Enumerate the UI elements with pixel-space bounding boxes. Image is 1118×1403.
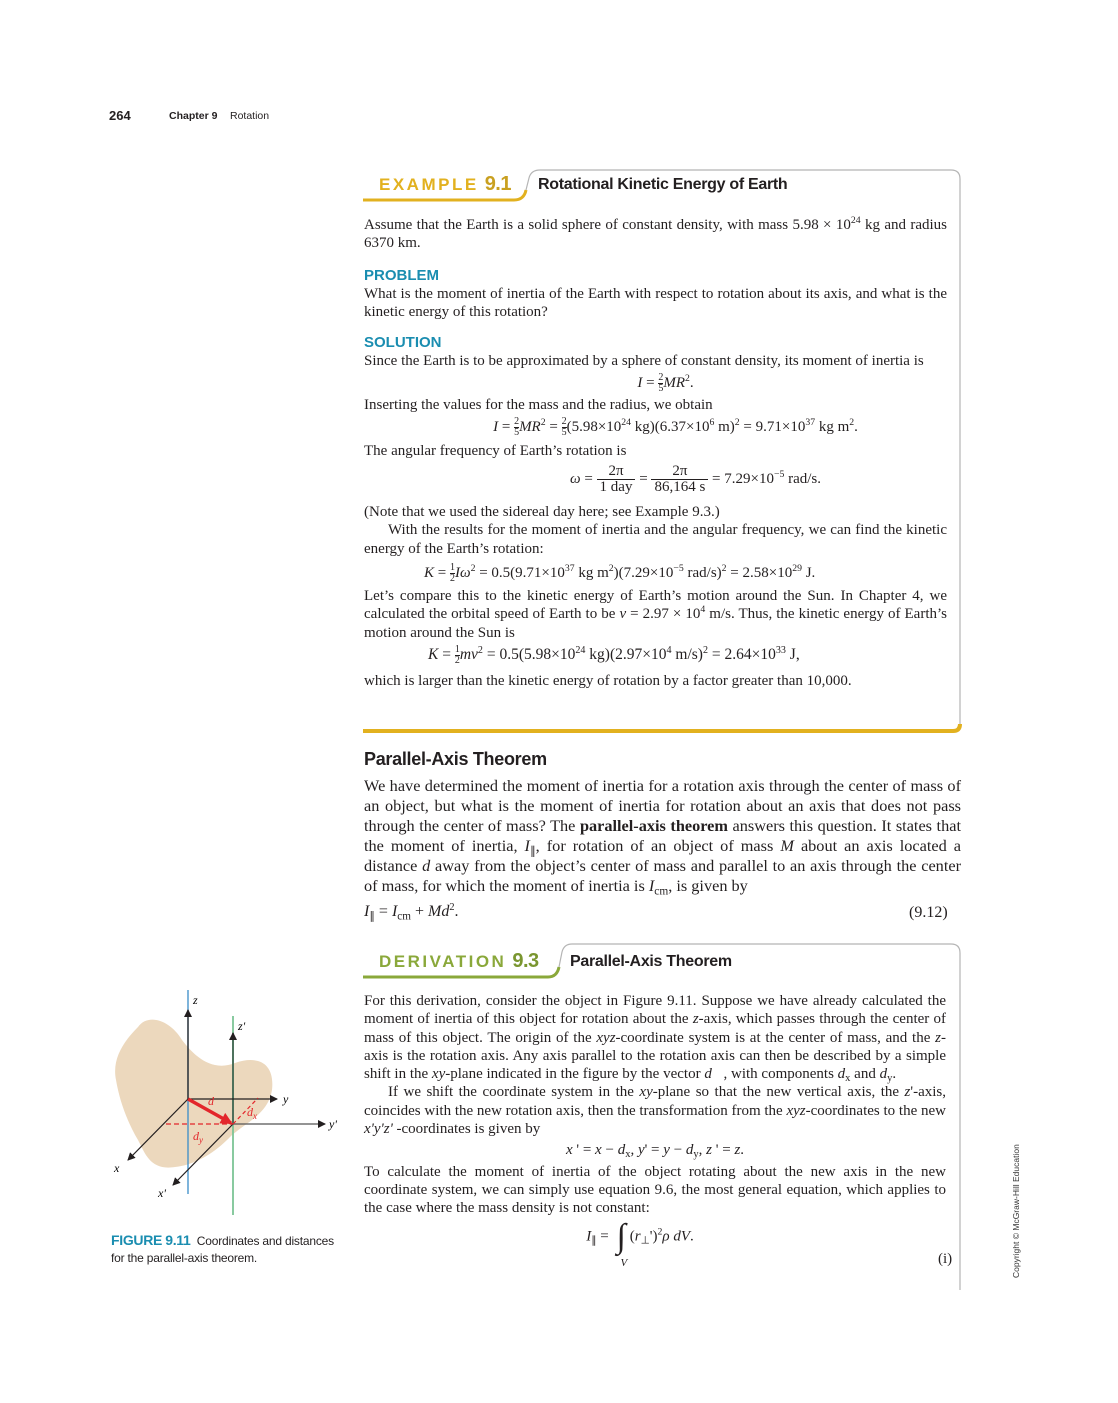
denominator: 2	[454, 654, 460, 666]
numerator: 2	[561, 415, 567, 427]
label-y-prime: y'	[329, 1117, 337, 1131]
integral-limit: V	[620, 1256, 628, 1269]
numerator: 2	[514, 415, 520, 427]
label-z: z	[193, 993, 198, 1007]
integral-sign: ∫ V	[616, 1217, 628, 1269]
math-variable: d	[685, 1142, 694, 1159]
derivation-paragraph-3: To calculate the moment of inertia of the object rotating about the new axis in the new coordinate system, we can simply use equation 9.6, the most general equation, which applies to the case where the mass density is not constant:	[364, 1163, 946, 1217]
example-intro: Assume that the Earth is a solid sphere of constant density, with mass $5.98 \times 10^{24}$ kg and radius 6370 km.	[364, 215, 947, 252]
solution-note: (Note that we used the sidereal day here; see Example 9.3.)	[364, 504, 720, 521]
label-x: x	[114, 1161, 120, 1175]
figure-parallel-axis	[100, 985, 350, 1215]
denominator: 5	[658, 383, 664, 395]
solution-text-3: The angular frequency of Earth’s rotation is	[364, 442, 627, 459]
label-x-prime: x'	[158, 1186, 166, 1200]
math-variable: K	[424, 564, 435, 581]
numerator: 1	[449, 561, 455, 573]
superscript: −5	[673, 563, 684, 575]
math-variable: d⃗	[704, 1066, 724, 1083]
math-variable: mv	[459, 645, 478, 663]
equation-moment-of-inertia: I = $\frac{2}{5}$ $MR^2$.	[637, 372, 694, 395]
subscript: ⊥	[640, 1235, 650, 1247]
solution-heading: SOLUTION	[364, 334, 442, 352]
solution-text-2: Inserting the values for the mass and the radius, we obtain	[364, 397, 713, 414]
example-box-bottom	[363, 724, 960, 731]
derivation-paragraph-2: If we shift the coordinate system in the xy-plane so that the new vertical axis, the z'-axis, coincides with the new rotation axis, then the transformation from the xyz-coordinates to the new x'y'z' -coordinates is given by	[364, 1084, 946, 1138]
math-variable: xy	[639, 1084, 653, 1101]
math-variable: ω	[569, 471, 581, 488]
math-variable: I	[391, 903, 398, 920]
superscript: 2	[470, 563, 476, 575]
superscript: 6	[709, 416, 715, 428]
numerator: 2π	[651, 464, 708, 480]
figure-caption	[111, 1232, 341, 1267]
superscript: 2	[702, 644, 708, 656]
denominator: 2	[449, 572, 455, 584]
equation-coordinate-transform: x ' = $x - d_x$, $y' = y - d_y$, z ' = z.	[565, 1142, 745, 1161]
equation-9-12: $I_\parallel = I_{cm} + Md^2$.	[364, 901, 459, 923]
label-dx: $d_x$	[247, 1105, 257, 1121]
math-variable: I	[648, 876, 655, 895]
example-tab	[379, 173, 511, 196]
subscript: cm	[397, 910, 411, 923]
math-variable: I	[364, 903, 370, 920]
math-variable: I	[524, 836, 530, 855]
math-variable: MR	[519, 418, 541, 435]
math-variable: d	[879, 1066, 888, 1083]
equation-number-9-12: (9.12)	[909, 904, 948, 921]
copyright-notice: Copyright © McGraw-Hill Education	[1011, 1144, 1021, 1278]
equation-angular-frequency: ω = $\frac{2\pi}{\text{1 day}}$ = $\frac{2\pi}{86,164 s}$ = $7.29\times 10^{-5}$ rad/s.	[569, 463, 821, 496]
subscript: x	[625, 1149, 631, 1161]
solution-text-1: Since the Earth is to be approximated by a sphere of constant density, its moment of inertia is	[364, 353, 924, 370]
math-variable: Md	[427, 903, 450, 920]
equation-number-i: (i)	[938, 1251, 953, 1267]
equation-rotational-ke: K = $\frac{1}{2}$ $I\omega^2 = 0.5(9.71\times 10^{37}$ kg $m^2)(7.29\times 10^{-5}$ $rad/s)^2 = 2.58\times 10^{29}$ J.	[424, 561, 816, 584]
math-variable: d	[837, 1066, 846, 1083]
superscript: 4	[700, 604, 706, 616]
superscript: 2	[477, 644, 483, 656]
math-variable: r	[634, 1228, 641, 1244]
superscript: 2	[657, 1226, 663, 1238]
math-variable: v	[619, 606, 627, 623]
numerator: 1	[454, 643, 460, 655]
math-variable: x	[595, 1142, 602, 1159]
math-variable: d	[617, 1142, 626, 1159]
superscript: 37	[564, 563, 575, 575]
denominator: 86,164 s	[654, 479, 706, 496]
example-number: 9.1	[484, 173, 511, 195]
math-variable: d	[422, 856, 431, 875]
superscript: −5	[773, 469, 785, 481]
equation-moment-value: I = $\frac{2}{5}$ $MR^2$ = $\frac{2}{5}$ ($5.98\times 10^{24}$ $kg)(6.37\times 10^6$ $m)^2 = 9.71\times 10^{37}$ kg $m^2$.	[493, 415, 858, 438]
subscript: cm	[654, 885, 669, 898]
equation-integral: $I_\parallel$ = ∫ V $(r_\perp')^2\rho$ dV.	[586, 1217, 694, 1269]
fraction	[651, 464, 708, 495]
subscript: y	[693, 1149, 699, 1161]
subscript: x	[845, 1073, 851, 1085]
running-head-chapter: Chapter 9	[169, 110, 218, 122]
math-variable: z	[734, 1142, 741, 1159]
math-variable: xyz	[786, 1102, 806, 1119]
math-variable: I	[586, 1228, 592, 1244]
figure-number: 9.11	[165, 1232, 191, 1248]
superscript: 24	[621, 416, 632, 428]
superscript: 29	[792, 563, 802, 575]
math-variable: Iω	[454, 564, 471, 581]
superscript: 2	[540, 416, 546, 428]
derivation-number: 9.3	[512, 950, 539, 972]
object-blob	[115, 1020, 272, 1168]
superscript: 2	[721, 563, 727, 575]
math-variable: K	[428, 645, 439, 663]
subscript: y	[887, 1073, 893, 1085]
derivation-paragraph-1: For this derivation, consider the object in Figure 9.11. Suppose we have already calculated the moment of inertia of this object for rotation about the z-axis, which passes through the center of mass of this object. The origin of the xyz-coordinate system is at the center of mass, and the z-axis is the rotation axis. Any axis parallel to the rotation axis can then be described by a simple shift in the xy-plane indicated in the figure by the vector d⃗, with components $d_x$ and $d_y$.	[364, 993, 946, 1085]
label-dy: $d_y$	[193, 1129, 203, 1145]
math-variable: y	[663, 1142, 670, 1159]
running-head-title: Rotation	[230, 110, 270, 122]
solution-text-5: With the results for the moment of inertia and the angular frequency, we can find the kinetic energy of the Earth’s rotation:	[364, 522, 947, 557]
label-z-prime: z'	[238, 1019, 246, 1033]
label-y: y	[283, 1092, 289, 1106]
derivation-title: Parallel-Axis Theorem	[570, 953, 732, 970]
math-variable: z	[692, 1011, 699, 1028]
math-variable: z	[904, 1084, 911, 1101]
math-variable: x	[565, 1142, 573, 1159]
math-variable: x'y'z'	[364, 1121, 393, 1138]
superscript: 33	[775, 644, 786, 656]
superscript: 37	[805, 416, 816, 428]
superscript: 2	[849, 416, 855, 428]
section-paragraph: We have determined the moment of inertia for a rotation axis through the center of mass of an object, but what is the moment of inertia for rotation about an axis that does not pass through the center of mass? The parallel-axis theorem answers this question. It states that the moment of inertia, $I_\parallel$, for rotation of an object of mass M about an axis located a distance d away from the object’s center of mass and parallel to an axis through the center of mass, for which the moment of inertia is $I_{cm}$, is given by	[364, 776, 962, 898]
math-variable: y	[637, 1142, 645, 1159]
denominator: 1 day	[599, 479, 633, 496]
math-variable: M	[780, 836, 794, 855]
section-heading: Parallel-Axis Theorem	[364, 749, 547, 769]
subscript: ∥	[529, 845, 536, 858]
figure-label: FIGURE	[111, 1232, 163, 1248]
math-variable: ρ dV	[662, 1228, 690, 1244]
page-number: 264	[109, 108, 131, 123]
math-variable: I	[493, 418, 499, 435]
subscript: ∥	[369, 910, 375, 923]
denominator: 5	[514, 426, 520, 438]
denominator: 5	[561, 426, 567, 438]
derivation-body	[364, 992, 946, 1269]
example-body	[364, 216, 947, 690]
equation-orbital-ke: K = $\frac{1}{2}$ $mv^2 = 0.5(5.98\times 10^{24}$ $kg)(2.97\times 10^4$ $m/s)^2 = 2.64\times 10^{33}$ J,	[428, 643, 800, 666]
problem-text: What is the moment of inertia of the Earth with respect to rotation about its axis, and what is the kinetic energy of this rotation?	[364, 285, 947, 320]
numerator: 2	[658, 372, 664, 384]
derivation-tab	[379, 950, 539, 973]
numerator: 2π	[597, 464, 636, 480]
derivation-label: DERIVATION	[379, 952, 507, 971]
solution-conclusion: which is larger than the kinetic energy of rotation by a factor greater than 10,000.	[364, 672, 852, 689]
math-variable: xyz	[596, 1029, 616, 1046]
superscript: 24	[575, 644, 586, 656]
math-variable: z	[706, 1142, 713, 1159]
superscript: 2	[685, 373, 690, 385]
fraction	[562, 417, 567, 438]
math-variable: xy	[431, 1066, 446, 1083]
example-label: EXAMPLE	[379, 175, 479, 194]
superscript: 24	[850, 215, 861, 227]
fraction	[597, 464, 636, 495]
key-term: parallel-axis theorem	[579, 816, 728, 835]
figure-caption-text: Coordinates and distances for the parallel-axis theorem.	[111, 1234, 334, 1265]
superscript: 2	[608, 563, 614, 575]
solution-text-6: Let’s compare this to the kinetic energy of Earth’s motion around the Sun. In Chapter 4, we calculated the orbital speed of Earth to be $v = 2.97 \times 10^4$ m/s. Thus, the kinetic energy of Earth’s motion around the Sun is	[364, 587, 948, 641]
superscript: 4	[666, 644, 672, 656]
example-title: Rotational Kinetic Energy of Earth	[538, 176, 788, 193]
superscript: 2	[734, 416, 740, 428]
math-variable: I	[637, 375, 643, 392]
problem-heading: PROBLEM	[364, 266, 439, 284]
math-variable: MR	[663, 375, 685, 392]
math-variable: z	[935, 1029, 941, 1046]
label-d-vector: d⃗	[208, 1094, 224, 1108]
subscript: ∥	[591, 1235, 597, 1247]
superscript: 2	[449, 901, 455, 913]
